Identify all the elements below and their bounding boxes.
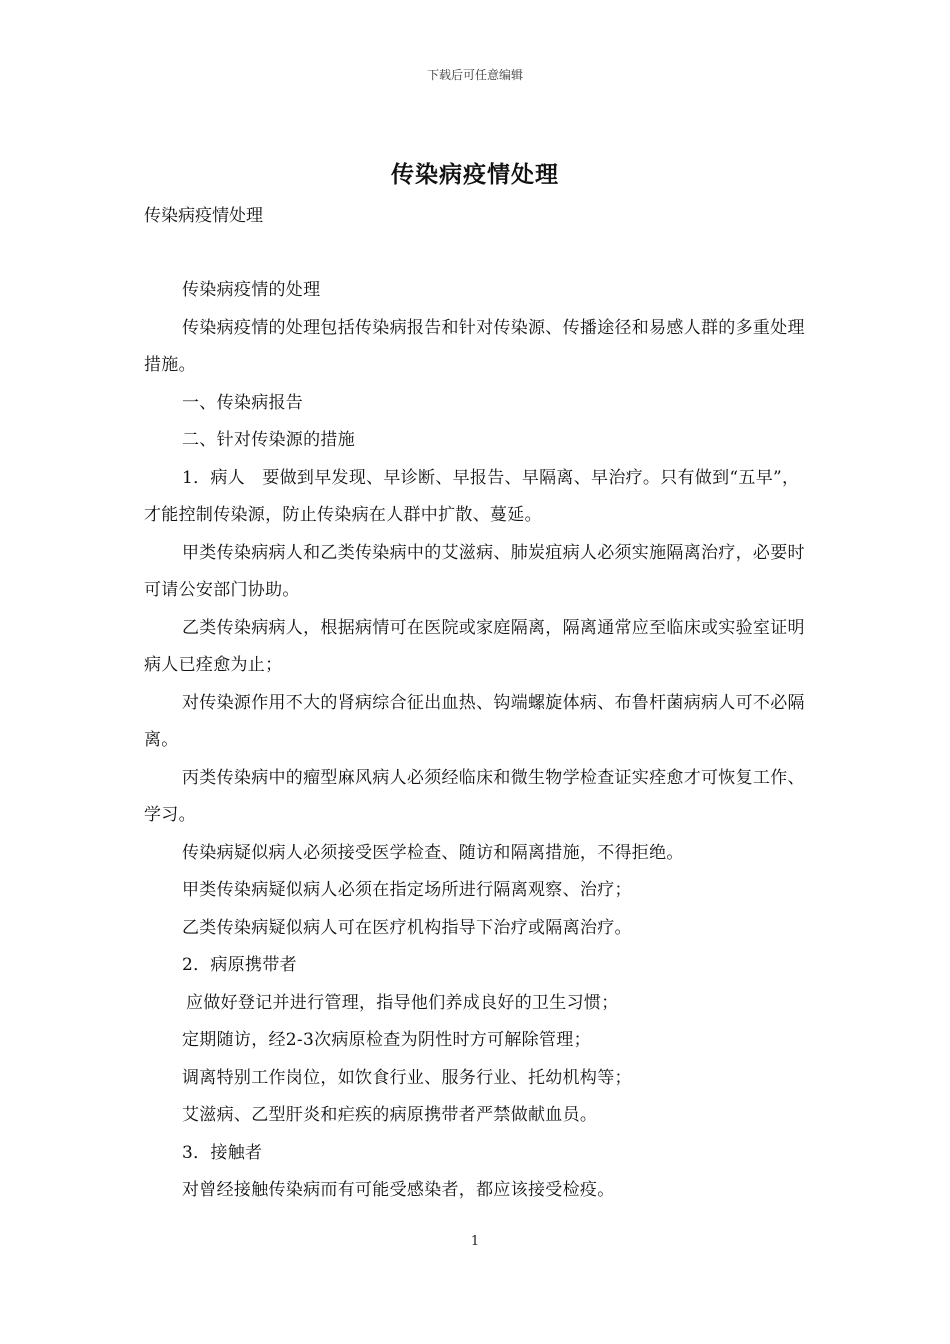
subsection-heading: 3．接触者 — [182, 1142, 263, 1163]
page-number: 1 — [470, 1234, 480, 1249]
document-title: 传染病疫情处理 — [391, 161, 559, 188]
subsection-heading: 2．病原携带者 — [182, 955, 297, 975]
paragraph: 应做好登记并进行管理，指导他们养成良好的卫生习惯； — [186, 992, 619, 1013]
document-subtitle: 传染病疫情处理 — [144, 206, 263, 226]
header-note: 下载后可任意编辑 — [426, 68, 523, 82]
document-body — [144, 272, 814, 1210]
paragraph: 传染病疫情的处理 — [182, 280, 321, 300]
paragraph: 传染病疫情的处理包括传染病报告和针对传染源、传播途径和易感人群的多重处理措施。 — [144, 317, 805, 375]
paragraph: 定期随访，经2-3次病原检查为阴性时方可解除管理； — [182, 1030, 591, 1050]
paragraph: 乙类传染病疑似病人可在医疗机构指导下治疗或隔离治疗。 — [182, 917, 632, 938]
paragraph: 对传染源作用不大的肾病综合征出血热、钩端螺旋体病、布鲁杆菌病病人可不必隔离。 — [144, 692, 805, 750]
paragraph: 对曾经接触传染病而有可能受感染者，都应该接受检疫。 — [182, 1180, 615, 1200]
paragraph: 丙类传染病中的瘤型麻风病人必须经临床和微生物学检查证实痊愈才可恢复工作、学习。 — [144, 767, 805, 825]
paragraph: 传染病疑似病人必须接受医学检查、随访和隔离措施，不得拒绝。 — [182, 842, 684, 863]
paragraph: 艾滋病、乙型肝炎和疟疾的病原携带者严禁做献血员。 — [182, 1105, 598, 1125]
paragraph: 调离特别工作岗位，如饮食行业、服务行业、托幼机构等； — [182, 1067, 632, 1088]
paragraph: 1．病人 要做到早发现、早诊断、早报告、早隔离、早治疗。只有做到“五早”，才能控制传染源，防止传染病在人群中扩散、蔓延。 — [144, 467, 800, 525]
section-heading: 一、传染病报告 — [182, 392, 304, 413]
section-heading: 二、针对传染源的措施 — [182, 430, 355, 450]
paragraph: 乙类传染病病人，根据病情可在医院或家庭隔离，隔离通常应至临床或实验室证明病人已痊愈为止； — [144, 617, 805, 675]
paragraph: 甲类传染病疑似病人必须在指定场所进行隔离观察、治疗； — [182, 880, 632, 900]
paragraph: 甲类传染病病人和乙类传染病中的艾滋病、肺炭疽病人必须实施隔离治疗，必要时可请公安部门协助。 — [144, 542, 805, 600]
